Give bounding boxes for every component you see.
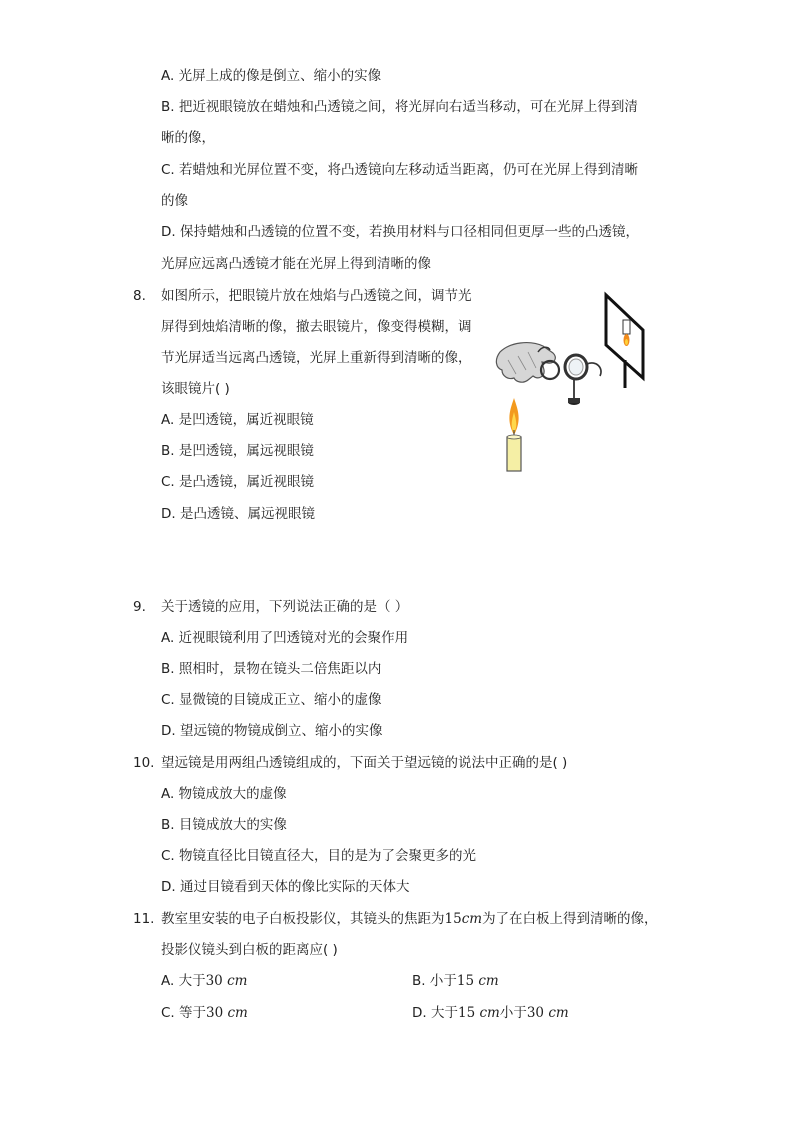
- q11-stem-2: 投影仪镜头到白板的距离应( ): [161, 942, 338, 958]
- q8-option-a: A. 是凹透镜，属近视眼镜: [161, 412, 314, 428]
- candle-icon: [507, 398, 521, 471]
- q7-option-c-cont: 的像: [161, 193, 188, 209]
- q8-option-b: B. 是凹透镜，属远视眼镜: [161, 443, 314, 459]
- q9-stem: 关于透镜的应用，下列说法正确的是（ ）: [161, 599, 409, 615]
- q7-option-b-cont: 晰的像，: [161, 130, 215, 146]
- q11-option-c: C. 等于30 cm: [161, 1005, 248, 1021]
- q10-number: 10.: [133, 755, 155, 771]
- q10-option-c: C. 物镜直径比目镜直径大，目的是为了会聚更多的光: [161, 848, 477, 864]
- q8-stem-1: 如图所示，把眼镜片放在烛焰与凸透镜之间，调节光: [161, 288, 472, 304]
- q7-option-d: D. 保持蜡烛和凸透镜的位置不变，若换用材料与口径相同但更厚一些的凸透镜，: [161, 224, 639, 240]
- q11-focal-value: 15: [444, 911, 462, 927]
- q8-stem-4: 该眼镜片( ): [161, 381, 230, 397]
- q11-option-b: B. 小于15 cm: [412, 973, 499, 989]
- q8-stem-2: 屏得到烛焰清晰的像，撤去眼镜片，像变得模糊，调: [161, 319, 472, 335]
- q9-number: 9.: [133, 599, 146, 615]
- q9-option-b: B. 照相时，景物在镜头二倍焦距以内: [161, 661, 382, 677]
- q11-number: 11.: [133, 911, 155, 927]
- q10-option-d: D. 通过目镜看到天体的像比实际的天体大: [161, 879, 410, 895]
- q8-option-d: D. 是凸透镜、属远视眼镜: [161, 506, 315, 522]
- screen-icon: [606, 295, 643, 388]
- q10-option-a: A. 物镜成放大的虚像: [161, 786, 287, 802]
- q8-stem-3: 节光屏适当远离凸透镜，光屏上重新得到清晰的像，: [161, 350, 472, 366]
- q8-option-c: C. 是凸透镜，属近视眼镜: [161, 474, 315, 490]
- q7-option-d-cont: 光屏应远离凸透镜才能在光屏上得到清晰的像: [161, 256, 431, 272]
- q10-stem: 望远镜是用两组凸透镜组成的，下面关于望远镜的说法中正确的是( ): [161, 755, 568, 771]
- q7-option-b: B. 把近视眼镜放在蜡烛和凸透镜之间，将光屏向右适当移动，可在光屏上得到清: [161, 99, 638, 115]
- q7-option-c: C. 若蜡烛和光屏位置不变，将凸透镜向左移动适当距离，仍可在光屏上得到清晰: [161, 162, 639, 178]
- q9-option-a: A. 近视眼镜利用了凹透镜对光的会聚作用: [161, 630, 409, 646]
- q9-option-c: C. 显微镜的目镜成正立、缩小的虚像: [161, 692, 382, 708]
- convex-lens-icon: [565, 355, 601, 405]
- q9-option-d: D. 望远镜的物镜成倒立、缩小的实像: [161, 723, 383, 739]
- q7-option-a: A. 光屏上成的像是倒立、缩小的实像: [161, 68, 382, 84]
- q11-option-d: D. 大于15 cm小于30 cm: [412, 1005, 569, 1021]
- q8-optics-figure: [488, 290, 648, 476]
- q11-focal-unit: cm: [461, 911, 483, 927]
- q8-number: 8.: [133, 288, 146, 304]
- q11-option-a: A. 大于30 cm: [161, 973, 248, 989]
- q10-option-b: B. 目镜成放大的实像: [161, 817, 287, 833]
- q11-stem-1: 教室里安装的电子白板投影仪，其镜头的焦距为15cm为了在白板上得到清晰的像，: [161, 911, 658, 927]
